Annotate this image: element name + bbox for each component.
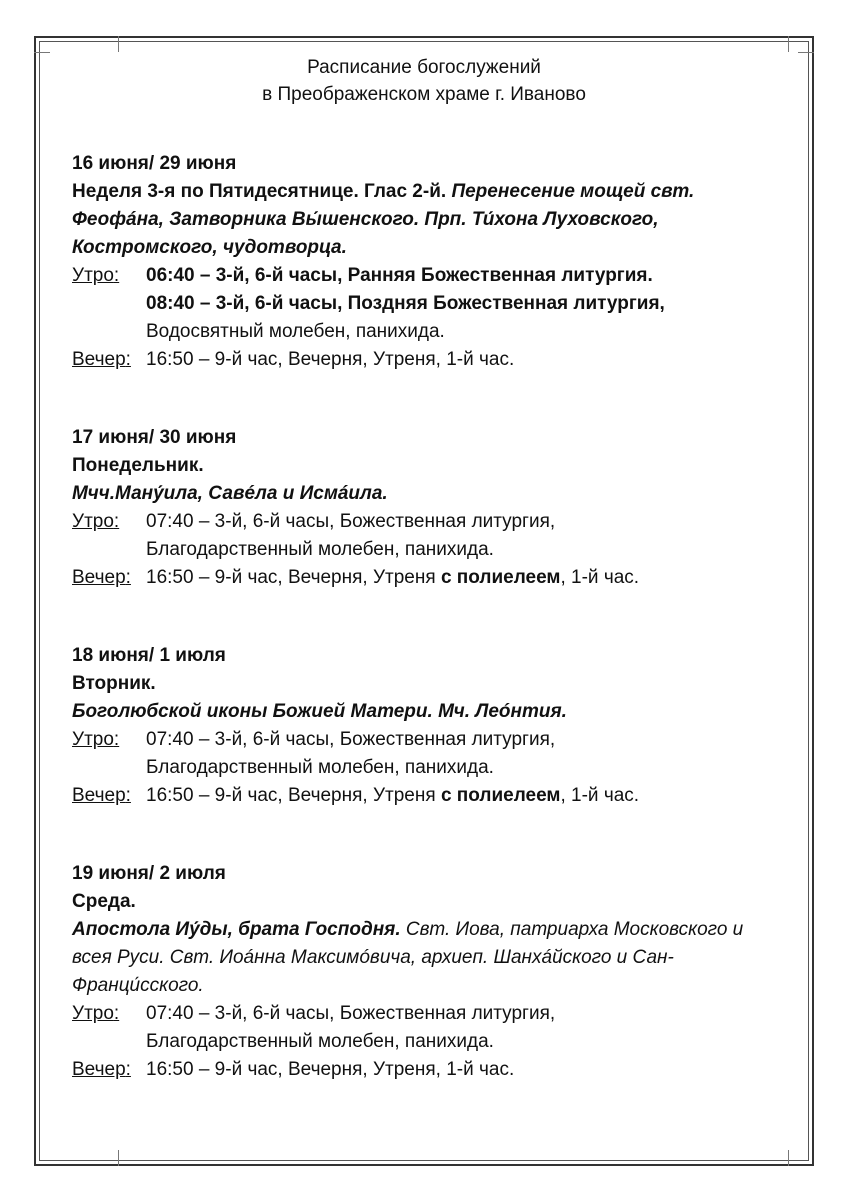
- morning-time: 06:40 – 3-й, 6-й часы, Ранняя Божественная литургия.: [146, 265, 653, 286]
- morning-time: 07:40 – 3-й, 6-й часы, Божественная литургия,: [146, 511, 556, 532]
- corner-mark: [788, 36, 789, 52]
- morning-continuation: Водосвятный молебен, панихида.: [146, 321, 445, 342]
- day-weekday: Понедельник.: [72, 455, 204, 476]
- morning-service: [72, 1000, 772, 1028]
- evening-label: Вечер:: [72, 567, 131, 588]
- day-date: 17 июня/ 30 июня: [72, 427, 237, 448]
- corner-mark: [118, 1150, 119, 1166]
- corner-mark: [788, 1150, 789, 1166]
- evening-label: Вечер:: [72, 785, 131, 806]
- evening-time-b: , 1-й час.: [560, 567, 640, 588]
- feast-secondary: Свт. Иова, патриарха Московского и всея Руси. Свт. Иоáнна Максимóвича, архиеп. Шанхáйского и Сан-Франци́сского.: [72, 919, 744, 996]
- evening-service: [72, 782, 772, 810]
- morning-service: [72, 262, 772, 290]
- schedule-day: [72, 860, 772, 1084]
- day-date: 18 июня/ 1 июля: [72, 645, 226, 666]
- title-line-2: в Преображенском храме г. Иваново: [262, 84, 586, 105]
- feast-title: Апостола Иу́ды, брата Господня.: [72, 919, 401, 940]
- day-weekday: Среда.: [72, 891, 136, 912]
- evening-time-a: 16:50 – 9-й час, Вечерня, Утреня: [146, 567, 441, 588]
- schedule-day: [72, 150, 772, 374]
- evening-time-a: 16:50 – 9-й час, Вечерня, Утреня: [146, 785, 441, 806]
- evening-emphasis: с полиелеем: [440, 567, 561, 588]
- day-weekday: Вторник.: [72, 673, 156, 694]
- schedule-day: [72, 424, 772, 592]
- corner-mark: [798, 52, 814, 53]
- feast-title: Мчч.Ману́ила, Савéла и Исмáила.: [72, 483, 388, 504]
- evening-emphasis: с полиелеем: [440, 785, 561, 806]
- schedule-day: [72, 642, 772, 810]
- evening-label: Вечер:: [72, 1059, 131, 1080]
- evening-service: [72, 564, 772, 592]
- document-title: [0, 54, 848, 108]
- morning-time: 08:40 – 3-й, 6-й часы, Поздняя Божественная литургия,: [146, 293, 665, 314]
- morning-time: 07:40 – 3-й, 6-й часы, Божественная литургия,: [146, 1003, 556, 1024]
- feast-title: Перенесение мощей свт. Феофáна, Затворника Вы́шенского. Прп. Ти́хона Луховского, Костромского, чудотворца.: [72, 181, 695, 258]
- day-feast: [72, 916, 772, 1000]
- evening-label: Вечер:: [72, 349, 131, 370]
- morning-label: Утро:: [72, 729, 120, 750]
- day-date: 16 июня/ 29 июня: [72, 153, 237, 174]
- feast-prefix: Неделя 3-я по Пятидесятнице. Глас 2-й.: [72, 181, 452, 202]
- morning-label: Утро:: [72, 1003, 120, 1024]
- morning-label: Утро:: [72, 511, 120, 532]
- day-feast: [72, 178, 772, 262]
- feast-title: Боголюбской иконы Божией Матери. Мч. Леóнтия.: [72, 701, 567, 722]
- evening-service: [72, 346, 772, 374]
- morning-service: [72, 508, 772, 536]
- evening-service: [72, 1056, 772, 1084]
- corner-mark: [34, 52, 50, 53]
- morning-continuation: Благодарственный молебен, панихида.: [146, 757, 494, 778]
- evening-time: 16:50 – 9-й час, Вечерня, Утреня, 1-й час.: [146, 1059, 515, 1080]
- morning-label: Утро:: [72, 265, 120, 286]
- evening-time: 16:50 – 9-й час, Вечерня, Утреня, 1-й час.: [146, 349, 515, 370]
- morning-continuation: Благодарственный молебен, панихида.: [146, 539, 494, 560]
- schedule: [72, 150, 772, 1134]
- corner-mark: [118, 36, 119, 52]
- evening-time-b: , 1-й час.: [560, 785, 640, 806]
- day-date: 19 июня/ 2 июля: [72, 863, 226, 884]
- morning-continuation: Благодарственный молебен, панихида.: [146, 1031, 494, 1052]
- morning-service: [72, 726, 772, 754]
- title-line-1: Расписание богослужений: [307, 57, 541, 78]
- morning-time: 07:40 – 3-й, 6-й часы, Божественная литургия,: [146, 729, 556, 750]
